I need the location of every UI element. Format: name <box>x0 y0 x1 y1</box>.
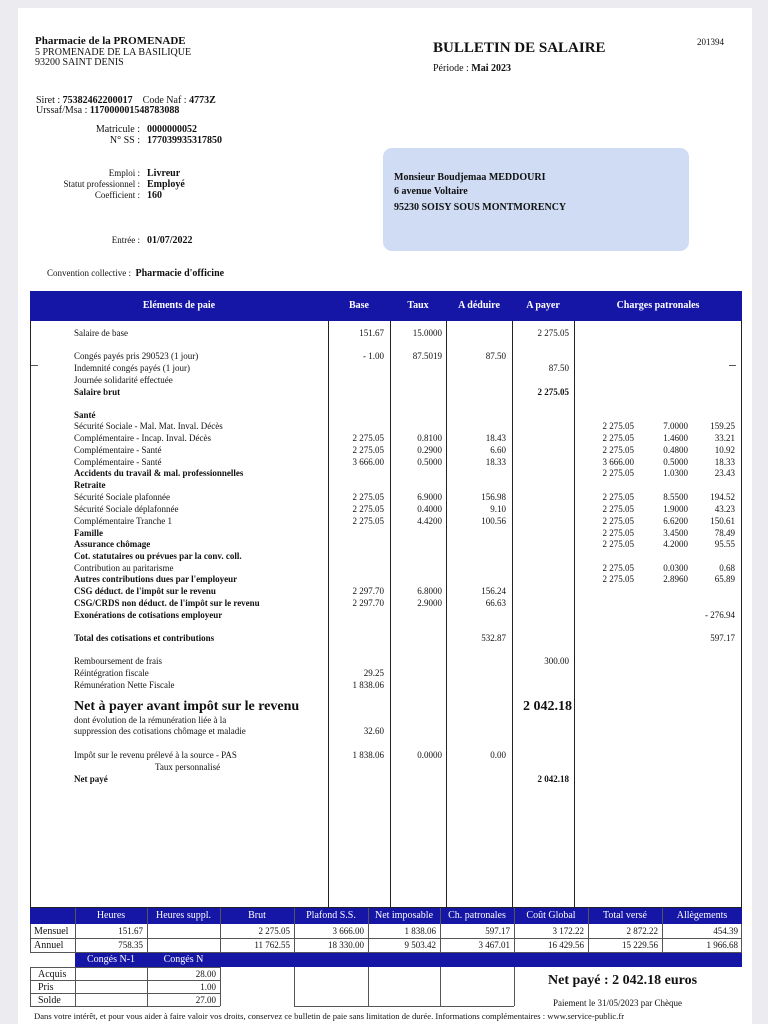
cell-base: 2 275.05 <box>352 516 384 526</box>
convention-line: Convention collective : Pharmacie d'officine <box>47 268 225 279</box>
row-label: Total des cotisations et contributions <box>74 633 215 643</box>
cell-charge-base: 2 275.05 <box>602 539 634 549</box>
conges-row-label: Acquis <box>38 969 67 980</box>
summary-row-label: Annuel <box>34 940 64 951</box>
row-label: Sécurité Sociale - Mal. Mat. Inval. Décès <box>74 421 223 431</box>
cell-charge-montant: 23.43 <box>714 468 735 478</box>
cell-charge-taux: 0.4800 <box>663 445 688 455</box>
payment-info: Paiement le 31/05/2023 par Chèque <box>553 998 682 1008</box>
grid-line <box>147 908 148 952</box>
row-label: CSG/CRDS non déduct. de l'impôt sur le revenu <box>74 598 260 608</box>
cell-charge-montant: 10.92 <box>714 445 735 455</box>
statut-label: Statut professionnel : <box>63 179 140 189</box>
cell-charge-base: 2 275.05 <box>602 468 634 478</box>
cell-base: - 1.00 <box>363 351 384 361</box>
cell-payer: 2 275.05 <box>537 328 569 338</box>
summary-row-label: Mensuel <box>34 926 69 937</box>
net-paye-final: Net payé : 2 042.18 euros <box>548 973 698 988</box>
summary-cell: 1 966.68 <box>706 940 738 950</box>
row-label: Retraite <box>74 480 106 490</box>
summary-col-net-imposable: Net imposable <box>374 910 434 921</box>
statut-value: Employé <box>147 179 185 190</box>
row-label: suppression des cotisations chômage et maladie <box>74 726 246 736</box>
row-label: Salaire brut <box>74 387 121 397</box>
cell-base: 32.60 <box>363 726 384 736</box>
cell-charge-montant: 33.21 <box>714 433 735 443</box>
conges-header-fill <box>220 953 742 967</box>
col-header-charges: Charges patronales <box>616 300 700 311</box>
period: Période : Mai 2023 <box>433 63 512 74</box>
summary-cell: 2 275.05 <box>258 926 290 936</box>
cell-payer: 87.50 <box>548 363 569 373</box>
conges-header <box>75 953 220 967</box>
conges-cell-n: 28.00 <box>195 969 216 979</box>
summary-cell: 16 429.56 <box>548 940 584 950</box>
conges-row-label: Solde <box>38 995 61 1006</box>
cell-charge-montant: 159.25 <box>710 421 735 431</box>
cell-base: 1 838.06 <box>352 680 384 690</box>
ss-label: N° SS : <box>109 135 140 146</box>
row-label: Contribution au paritarisme <box>74 563 174 573</box>
row-label: Net payé <box>74 774 108 784</box>
cell-charge-taux: 1.0300 <box>663 468 688 478</box>
cell-deduire: 156.98 <box>481 492 506 502</box>
cell-base: 151.67 <box>359 328 384 338</box>
siret-line: Siret : 75382462200017 Code Naf : 4773Z <box>36 95 216 106</box>
summary-cell: 2 872.22 <box>626 926 658 936</box>
row-label: Complémentaire Tranche 1 <box>74 516 172 526</box>
employer-address-line2: 93200 SAINT DENIS <box>35 57 124 68</box>
cell-charge-base: 2 275.05 <box>602 563 634 573</box>
cell-charge-montant: - 276.94 <box>705 610 735 620</box>
table-divider <box>446 321 447 908</box>
grid-line <box>30 967 31 1006</box>
cell-charge-taux: 1.9000 <box>663 504 688 514</box>
cell-taux: 0.4000 <box>417 504 442 514</box>
row-label: Exonérations de cotisations employeur <box>74 610 223 620</box>
cell-charge-montant: 150.61 <box>710 516 735 526</box>
cell-base: 2 275.05 <box>352 492 384 502</box>
cell-taux: 2.9000 <box>417 598 442 608</box>
summary-col-allegements: Allègements <box>676 910 728 921</box>
row-label: Congés payés pris 290523 (1 jour) <box>74 351 199 361</box>
cell-charge-base: 2 275.05 <box>602 433 634 443</box>
employee-street: 6 avenue Voltaire <box>394 186 468 197</box>
employee-name: Monsieur Boudjemaa MEDDOURI <box>394 172 546 183</box>
cell-taux: 4.4200 <box>417 516 442 526</box>
cell-charge-montant: 78.49 <box>714 528 735 538</box>
cell-base: 2 275.05 <box>352 504 384 514</box>
cell-deduire: 87.50 <box>485 351 506 361</box>
margin-tick <box>31 365 38 366</box>
emploi-label: Emploi : <box>108 168 140 178</box>
col-header-payer: A payer <box>526 300 560 311</box>
grid-line <box>741 924 742 952</box>
margin-tick <box>729 365 736 366</box>
cell-base: 2 275.05 <box>352 445 384 455</box>
summary-cell: 1 838.06 <box>404 926 436 936</box>
row-label: Complémentaire - Incap. Inval. Décès <box>74 433 211 443</box>
summary-cell: 9 503.42 <box>404 940 436 950</box>
row-label: Sécurité Sociale plafonnée <box>74 492 170 502</box>
summary-header <box>30 908 742 924</box>
summary-col-heures-suppl: Heures suppl. <box>156 910 211 921</box>
cell-deduire: 100.56 <box>481 516 506 526</box>
summary-cell: 18 330.00 <box>328 940 364 950</box>
footer-note: Dans votre intérêt, et pour vous aider à faire valoir vos droits, conservez ce bulletin de paie sans limitation de durée. Informations complémentaires : www.service-public.fr <box>34 1011 625 1021</box>
cell-charge-base: 2 275.05 <box>602 445 634 455</box>
cell-deduire: 156.24 <box>481 586 506 596</box>
cell-charge-montant: 597.17 <box>710 633 735 643</box>
taux-personnalise-label: Taux personnalisé <box>155 762 221 772</box>
summary-col-cout-global: Coût Global <box>526 910 576 921</box>
table-border-right <box>741 321 742 908</box>
grid-line <box>30 1006 220 1007</box>
document-title: BULLETIN DE SALAIRE <box>433 40 606 56</box>
row-label: Rémunération Nette Fiscale <box>74 680 175 690</box>
employee-address-box <box>383 148 689 251</box>
col-header-base: Base <box>349 300 369 311</box>
conges-cell-n: 1.00 <box>200 982 216 992</box>
entree-value: 01/07/2022 <box>147 235 193 246</box>
summary-col-plafond: Plafond S.S. <box>306 910 356 921</box>
grid-line <box>514 967 515 1006</box>
summary-col-charges: Ch. patronales <box>448 910 506 921</box>
document-number: 201394 <box>697 37 724 47</box>
cell-taux: 15.0000 <box>412 328 442 338</box>
row-label: Impôt sur le revenu prélevé à la source - PAS <box>74 750 237 760</box>
summary-cell: 3 172.22 <box>552 926 584 936</box>
cell-base: 29.25 <box>363 668 384 678</box>
cell-charge-base: 2 275.05 <box>602 574 634 584</box>
summary-cell: 454.39 <box>713 926 738 936</box>
row-label: Cot. statutaires ou prévues par la conv. coll. <box>74 551 242 561</box>
cell-base: 3 666.00 <box>352 457 384 467</box>
matricule-label: Matricule : <box>95 124 140 135</box>
summary-cell: 3 467.01 <box>478 940 510 950</box>
matricule-value: 0000000052 <box>147 124 197 135</box>
cell-charge-base: 2 275.05 <box>602 528 634 538</box>
cell-taux: 6.8000 <box>417 586 442 596</box>
cell-charge-montant: 18.33 <box>714 457 735 467</box>
cell-charge-base: 2 275.05 <box>602 492 634 502</box>
cell-taux: 0.0000 <box>417 750 442 760</box>
table-divider <box>574 321 575 908</box>
conges-row-label: Pris <box>38 982 54 993</box>
cell-base: 2 297.70 <box>352 598 384 608</box>
cell-deduire: 532.87 <box>481 633 506 643</box>
row-label: Autres contributions dues par l'employeur <box>74 574 238 584</box>
table-divider <box>328 321 329 908</box>
summary-cell: 3 666.00 <box>332 926 364 936</box>
grid-line <box>294 967 295 1006</box>
grid-line <box>30 924 31 952</box>
cell-deduire: 0.00 <box>490 750 506 760</box>
net-avant-impot-note: dont évolution de la rémunération liée à la <box>74 715 227 725</box>
grid-line <box>368 967 369 1006</box>
summary-cell: 15 229.56 <box>622 940 658 950</box>
grid-line <box>220 967 221 1006</box>
cell-charge-taux: 7.0000 <box>663 421 688 431</box>
row-label: Remboursement de frais <box>74 656 162 666</box>
cell-deduire: 9.10 <box>490 504 506 514</box>
cell-charge-montant: 0.68 <box>719 563 735 573</box>
cell-taux: 0.8100 <box>417 433 442 443</box>
cell-payer: 2 275.05 <box>537 387 569 397</box>
employee-city: 95230 SOISY SOUS MONTMORENCY <box>394 202 567 213</box>
cell-charge-taux: 4.2000 <box>663 539 688 549</box>
emploi-value: Livreur <box>147 168 181 179</box>
row-label: CSG déduct. de l'impôt sur le revenu <box>74 586 216 596</box>
summary-col-heures: Heures <box>96 910 126 921</box>
summary-cell: 151.67 <box>118 926 143 936</box>
entree-label: Entrée : <box>111 235 140 245</box>
cell-charge-montant: 65.89 <box>714 574 735 584</box>
table-divider <box>512 321 513 908</box>
cell-charge-taux: 1.4600 <box>663 433 688 443</box>
row-label: Complémentaire - Santé <box>74 457 162 467</box>
employer-name: Pharmacie de la PROMENADE <box>35 35 186 47</box>
conges-cell-n: 27.00 <box>195 995 216 1005</box>
grid-line <box>75 967 76 1006</box>
grid-line <box>30 993 220 994</box>
row-label: Réintégration fiscale <box>74 668 149 678</box>
cell-charge-taux: 3.4500 <box>663 528 688 538</box>
row-label: Salaire de base <box>74 328 128 338</box>
summary-col-brut: Brut <box>248 910 266 921</box>
row-label: Journée solidarité effectuée <box>74 375 173 385</box>
payslip-table-header <box>30 291 742 321</box>
cell-deduire: 18.43 <box>485 433 506 443</box>
col-header-deduire: A déduire <box>458 300 500 311</box>
urssaf-line: Urssaf/Msa : 117000001548783088 <box>36 105 180 116</box>
summary-cell: 597.17 <box>485 926 510 936</box>
cell-charge-base: 3 666.00 <box>602 457 634 467</box>
summary-cell: 758.35 <box>118 940 143 950</box>
col-header-taux: Taux <box>407 300 429 311</box>
cell-charge-base: 2 275.05 <box>602 516 634 526</box>
row-label: Santé <box>74 410 96 420</box>
cell-base: 1 838.06 <box>352 750 384 760</box>
cell-taux: 0.5000 <box>417 457 442 467</box>
row-label: Accidents du travail & mal. professionnelles <box>74 468 244 478</box>
grid-line <box>294 1006 514 1007</box>
cell-deduire: 6.60 <box>490 445 506 455</box>
coefficient-value: 160 <box>147 190 162 201</box>
grid-line <box>30 967 220 968</box>
cell-taux: 6.9000 <box>417 492 442 502</box>
table-border-left <box>30 321 31 908</box>
grid-line <box>30 938 742 939</box>
row-label: Complémentaire - Santé <box>74 445 162 455</box>
row-label: Indemnité congés payés (1 jour) <box>74 363 190 373</box>
conges-col-n1: Congés N-1 <box>86 954 136 965</box>
summary-cell: 11 762.55 <box>254 940 290 950</box>
conges-col-n: Congés N <box>163 954 204 965</box>
cell-payer: 300.00 <box>544 656 569 666</box>
cell-charge-taux: 2.8960 <box>663 574 688 584</box>
row-label: Assurance chômage <box>74 539 151 549</box>
coefficient-label: Coefficient : <box>94 190 140 200</box>
cell-charge-montant: 95.55 <box>714 539 735 549</box>
cell-taux: 87.5019 <box>412 351 442 361</box>
row-label: Famille <box>74 528 103 538</box>
grid-line <box>440 967 441 1006</box>
cell-charge-taux: 6.6200 <box>663 516 688 526</box>
cell-charge-montant: 194.52 <box>710 492 735 502</box>
cell-charge-base: 2 275.05 <box>602 421 634 431</box>
cell-charge-base: 2 275.05 <box>602 504 634 514</box>
ss-value: 177039935317850 <box>147 135 222 146</box>
col-header-elements: Eléments de paie <box>142 300 216 311</box>
cell-base: 2 297.70 <box>352 586 384 596</box>
employer-address-line1: 5 PROMENADE DE LA BASILIQUE <box>35 47 192 58</box>
cell-charge-taux: 0.5000 <box>663 457 688 467</box>
cell-base: 2 275.05 <box>352 433 384 443</box>
net-avant-impot-value: 2 042.18 <box>523 699 572 714</box>
cell-charge-taux: 0.0300 <box>663 563 688 573</box>
cell-taux: 0.2900 <box>417 445 442 455</box>
cell-charge-taux: 8.5500 <box>663 492 688 502</box>
table-divider <box>390 321 391 908</box>
grid-line <box>30 980 220 981</box>
summary-col-total-verse: Total versé <box>602 910 647 921</box>
net-avant-impot-label: Net à payer avant impôt sur le revenu <box>74 699 300 714</box>
row-label: Sécurité Sociale déplafonnée <box>74 504 179 514</box>
cell-deduire: 66.63 <box>485 598 506 608</box>
cell-deduire: 18.33 <box>485 457 506 467</box>
cell-payer: 2 042.18 <box>537 774 569 784</box>
cell-charge-montant: 43.23 <box>714 504 735 514</box>
